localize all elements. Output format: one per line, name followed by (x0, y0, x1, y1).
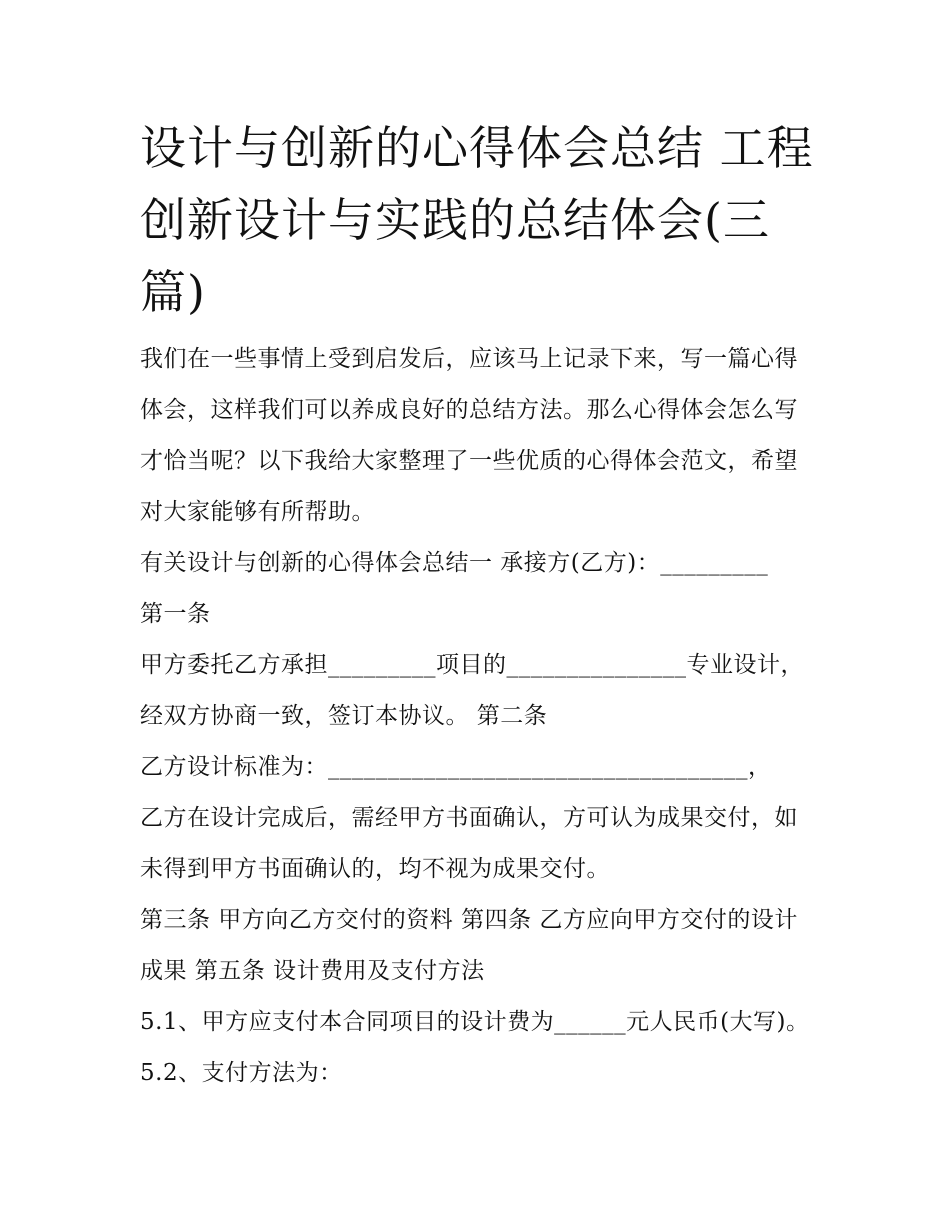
fee-paragraph: 5.1、甲方应支付本合同项目的设计费为______元人民币(大写)。 5.2、支付方法为： (140, 1009, 810, 1086)
articles-three-to-five: 第三条 甲方向乙方交付的资料 第四条 乙方应向甲方交付的设计成果 第五条 设计费用及支付方法 (140, 907, 798, 984)
design-standard-line: 乙方设计标准为：___________________________________， (140, 754, 772, 780)
document-title: 设计与创新的心得体会总结 工程创新设计与实践的总结体会(三篇) (140, 121, 814, 319)
confirmation-paragraph: 乙方在设计完成后，需经甲方书面确认，方可认为成果交付，如未得到甲方书面确认的，均不视为成果交付。 (140, 805, 798, 882)
section-heading-contractor: 有关设计与创新的心得体会总结一 承接方(乙方)：_________ (140, 550, 769, 576)
article-one-heading: 第一条 (140, 601, 211, 627)
intro-paragraph: 我们在一些事情上受到启发后，应该马上记录下来，写一篇心得体会，这样我们可以养成良好的总结方法。那么心得体会怎么写才恰当呢？以下我给大家整理了一些优质的心得体会范文，希望对大家能够有所帮助。 (140, 346, 798, 525)
document-page (140, 112, 820, 1099)
article-one-text: 甲方委托乙方承担_________项目的_______________专业设计，经双方协商一致，签订本协议。 第二条 (140, 652, 804, 729)
